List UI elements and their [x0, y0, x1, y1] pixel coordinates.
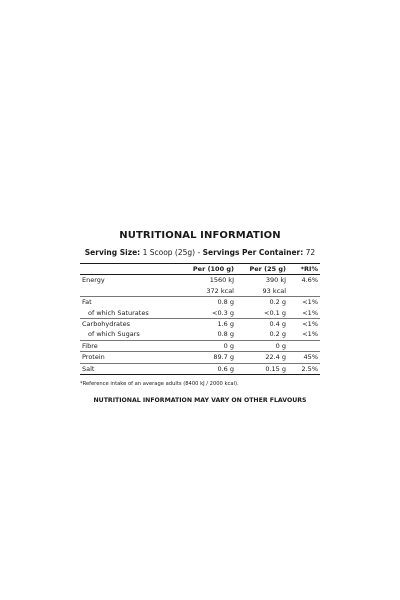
- value-per-25g: 22.4 g: [236, 352, 288, 363]
- value-per-100g: 1560 kJ: [209, 276, 234, 285]
- value-per-100g: 0 g: [184, 340, 236, 351]
- value-ri: <1%: [302, 298, 318, 307]
- serving-separator: -: [197, 248, 201, 257]
- table-header-row: [80, 264, 320, 275]
- value-per-100g: <0.3 g: [184, 308, 236, 319]
- value-ri: <1%: [302, 320, 318, 329]
- table-row: [80, 329, 320, 340]
- nutrient-name: Protein: [80, 352, 184, 363]
- value-ri: 4.6%: [301, 276, 318, 285]
- header-ri-percent: *RI%: [288, 264, 320, 275]
- value-per-25g: 0.4 g: [269, 320, 286, 329]
- serving-size-label: Serving Size:: [84, 248, 141, 257]
- table-row: [80, 319, 320, 330]
- table-row: [80, 363, 320, 374]
- table-row: [80, 352, 320, 363]
- value-per-25g: 0.2 g: [269, 298, 286, 307]
- serving-size-value: 1 Scoop (25g): [142, 248, 196, 257]
- value-per-100g: 0.8 g: [217, 298, 234, 307]
- nutrition-panel: [80, 230, 320, 405]
- value-per-25g: 0.2 g: [236, 329, 288, 340]
- table-row: [80, 297, 320, 308]
- flavour-disclaimer: NUTRITIONAL INFORMATION MAY VARY ON OTHER FLAVOURS: [93, 397, 307, 405]
- table-row: [80, 275, 320, 286]
- table-row: [80, 308, 320, 319]
- value-per-25g: <0.1 g: [236, 308, 288, 319]
- value-per-25g: 390 kJ: [265, 276, 286, 285]
- panel-title: NUTRITIONAL INFORMATION: [119, 230, 281, 241]
- nutrient-name: of which Saturates: [80, 308, 184, 319]
- value-ri: [288, 286, 320, 297]
- value-per-100g: 0.8 g: [184, 329, 236, 340]
- value-ri: [288, 340, 320, 351]
- nutrition-table: [80, 263, 320, 375]
- value-per-25g: 93 kcal: [236, 286, 288, 297]
- value-ri: <1%: [288, 308, 320, 319]
- reference-intake-footnote: *Reference intake of an average adults (8400 kJ / 2000 kcal).: [80, 381, 239, 388]
- nutrient-name: Fibre: [80, 340, 184, 351]
- value-ri: 2.5%: [288, 363, 320, 374]
- value-per-100g: 89.7 g: [184, 352, 236, 363]
- nutrient-name: Carbohydrates: [82, 320, 130, 329]
- table-row: [80, 286, 320, 297]
- nutrient-name: Energy: [82, 276, 105, 285]
- value-per-100g: 1.6 g: [217, 320, 234, 329]
- nutrient-name: [80, 286, 184, 297]
- nutrient-name: of which Sugars: [80, 329, 184, 340]
- value-per-25g: 0.15 g: [236, 363, 288, 374]
- table-row: [80, 340, 320, 351]
- value-per-100g: 372 kcal: [184, 286, 236, 297]
- value-ri: 45%: [288, 352, 320, 363]
- value-per-25g: 0 g: [236, 340, 288, 351]
- nutrient-name: Salt: [80, 363, 184, 374]
- header-per-25g: Per (25 g): [236, 264, 288, 275]
- servings-per-container-label: Servings Per Container:: [202, 248, 304, 257]
- nutrient-name: Fat: [82, 298, 92, 307]
- value-per-100g: 0.6 g: [184, 363, 236, 374]
- header-nutrient: [80, 264, 184, 275]
- value-ri: <1%: [288, 329, 320, 340]
- servings-per-container-value: 72: [305, 248, 316, 257]
- serving-info: [80, 248, 320, 258]
- header-per-100g: Per (100 g): [184, 264, 236, 275]
